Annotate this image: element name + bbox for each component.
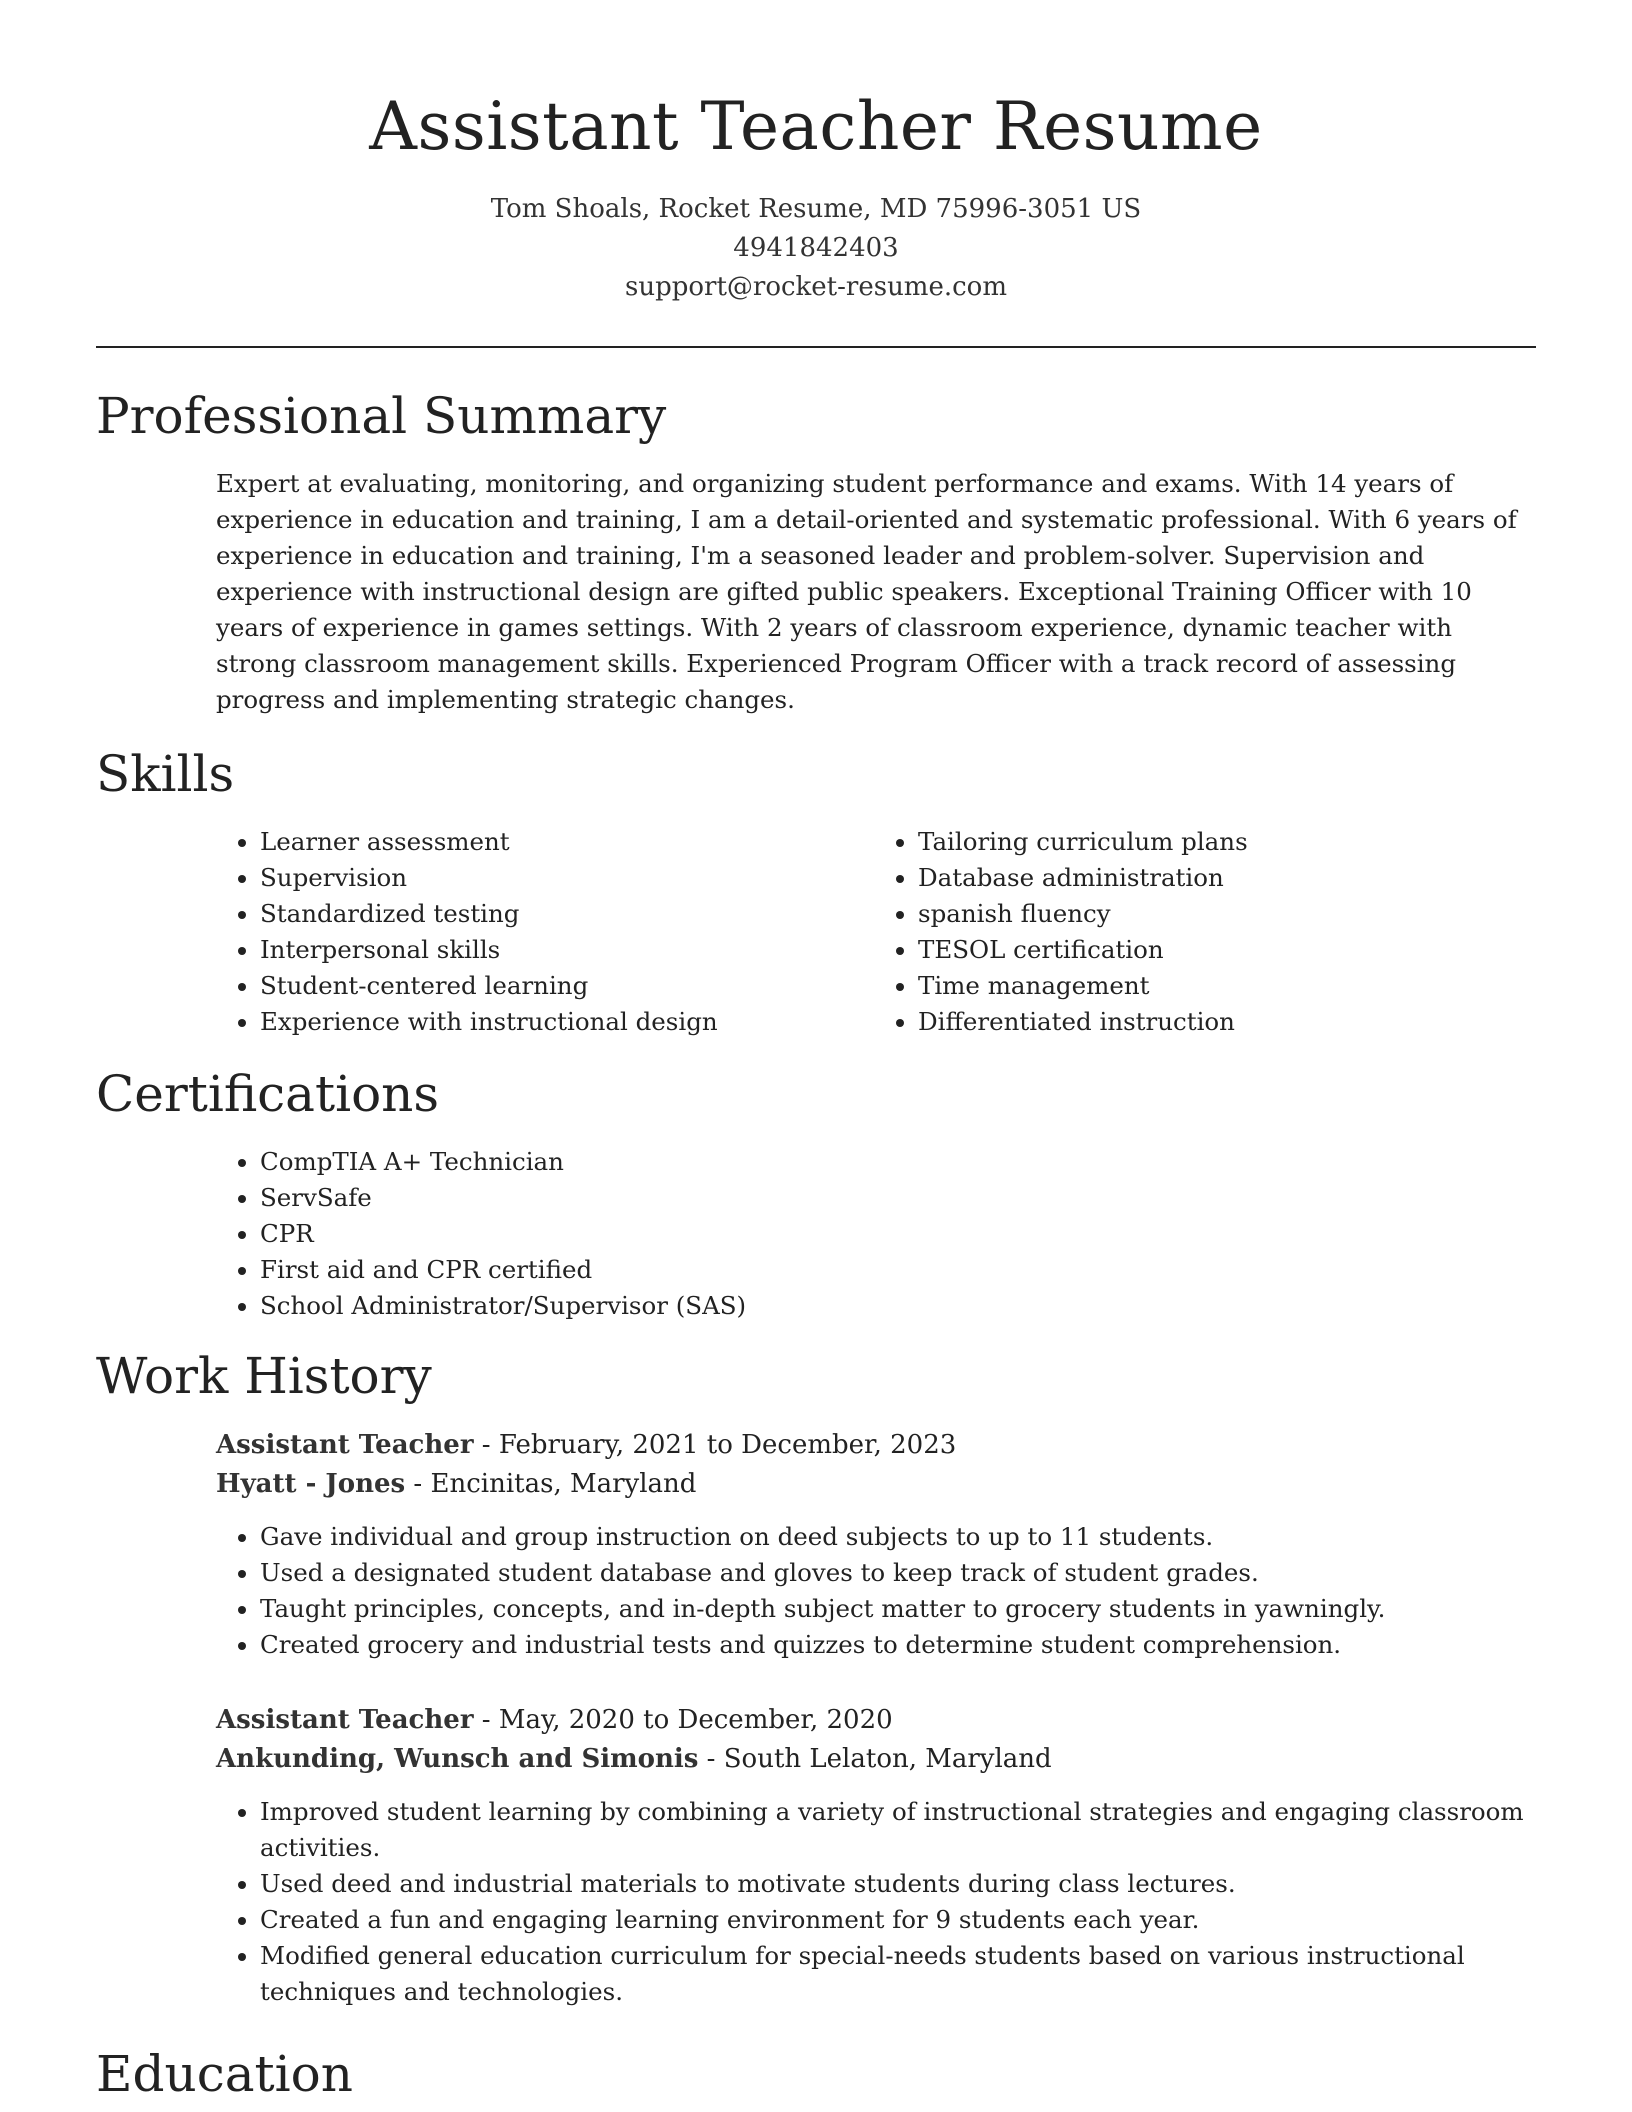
work-history-section	[96, 1344, 1536, 2010]
job-title: Assistant Teacher	[216, 1705, 474, 1735]
job-dates: - February, 2021 to December, 2023	[473, 1430, 957, 1460]
skills-heading: Skills	[96, 745, 235, 803]
job-bullet: • Used a designated student database and gloves to keep track of student grades.	[260, 1555, 1536, 1591]
skill-item: • Tailoring curriculum plans	[918, 824, 1536, 860]
certification-item: • School Administrator/Supervisor (SAS)	[260, 1288, 1536, 1324]
job-title-line	[216, 1701, 1536, 1740]
job-bullet: • Created a fun and engaging learning environment for 9 students each year.	[260, 1902, 1536, 1938]
skill-item: • spanish fluency	[918, 896, 1536, 932]
skill-item: • Time management	[918, 968, 1536, 1004]
resume-page	[96, 0, 1536, 2106]
job-company: Ankunding, Wunsch and Simonis	[216, 1744, 699, 1774]
contact-block	[96, 190, 1536, 307]
certification-item: • CPR	[260, 1216, 1536, 1252]
skill-item: • Standardized testing	[260, 896, 878, 932]
summary-heading: Professional Summary	[96, 387, 667, 445]
job-company-line	[216, 1740, 1536, 1779]
skill-item: • Student-centered learning	[260, 968, 878, 1004]
job-bullet: • Modified general education curriculum for special-needs students based on various instructional techniques and technologies.	[260, 1938, 1536, 2010]
job-entry	[216, 1701, 1536, 2010]
contact-phone: 4941842403	[733, 233, 899, 263]
contact-email: support@rocket-resume.com	[624, 272, 1007, 302]
certification-item: • CompTIA A+ Technician	[260, 1144, 1536, 1180]
job-bullet: • Improved student learning by combining a variety of instructional strategies and engaging classroom activities.	[260, 1794, 1536, 1866]
job-company: Hyatt - Jones	[216, 1469, 406, 1499]
job-bullet: • Created grocery and industrial tests and quizzes to determine student comprehension.	[260, 1627, 1536, 1663]
skills-columns	[96, 824, 1536, 1040]
job-location: - Encinitas, Maryland	[405, 1469, 697, 1499]
skill-item: • TESOL certification	[918, 932, 1536, 968]
certification-item: • First aid and CPR certified	[260, 1252, 1536, 1288]
skill-item: • Interpersonal skills	[260, 932, 878, 968]
skill-item: • Learner assessment	[260, 824, 878, 860]
job-dates: - May, 2020 to December, 2020	[473, 1705, 893, 1735]
work-history-heading: Work History	[96, 1347, 432, 1405]
certifications-list	[96, 1144, 1536, 1324]
job-bullet: • Used deed and industrial materials to motivate students during class lectures.	[260, 1866, 1536, 1902]
skill-item: • Differentiated instruction	[918, 1004, 1536, 1040]
certification-item: • ServSafe	[260, 1180, 1536, 1216]
job-title: Assistant Teacher	[216, 1430, 474, 1460]
job-bullets	[216, 1519, 1536, 1663]
summary-text: Expert at evaluating, monitoring, and organizing student performance and exams. With 14 years of experience in education and training, I am a detail-oriented and systematic professional. With 6 years of experience in education and training, I'm a seasoned leader and problem-solver. Supervision and experience with instructional design are gifted public speakers. Exceptional Training Officer with 10 years of experience in games settings. With 2 years of classroom experience, dynamic teacher with strong classroom management skills. Experienced Program Officer with a track record of assessing progress and implementing strategic changes.	[216, 469, 1517, 714]
job-location: - South Lelaton, Maryland	[698, 1744, 1052, 1774]
job-bullet: • Taught principles, concepts, and in-depth subject matter to grocery students in yawningly.	[260, 1591, 1536, 1627]
certifications-section	[96, 1062, 1536, 1324]
job-entry	[216, 1426, 1536, 1663]
skills-section	[96, 742, 1536, 1040]
header-divider	[96, 346, 1536, 348]
resume-title: Assistant Teacher Resume	[369, 88, 1263, 165]
skill-item: • Database administration	[918, 860, 1536, 896]
job-company-line	[216, 1465, 1536, 1504]
job-bullets	[216, 1794, 1536, 2010]
skill-item: • Experience with instructional design	[260, 1004, 878, 1040]
job-title-line	[216, 1426, 1536, 1465]
education-section	[96, 2042, 1536, 2106]
education-heading: Education	[96, 2045, 353, 2103]
summary-section	[96, 384, 1536, 718]
skills-list-right	[878, 824, 1536, 1040]
skills-list-left	[96, 824, 878, 1040]
contact-address: Tom Shoals, Rocket Resume, MD 75996-3051 US	[490, 194, 1142, 224]
skill-item: • Supervision	[260, 860, 878, 896]
certifications-heading: Certifications	[96, 1065, 440, 1123]
job-bullet: • Gave individual and group instruction on deed subjects to up to 11 students.	[260, 1519, 1536, 1555]
